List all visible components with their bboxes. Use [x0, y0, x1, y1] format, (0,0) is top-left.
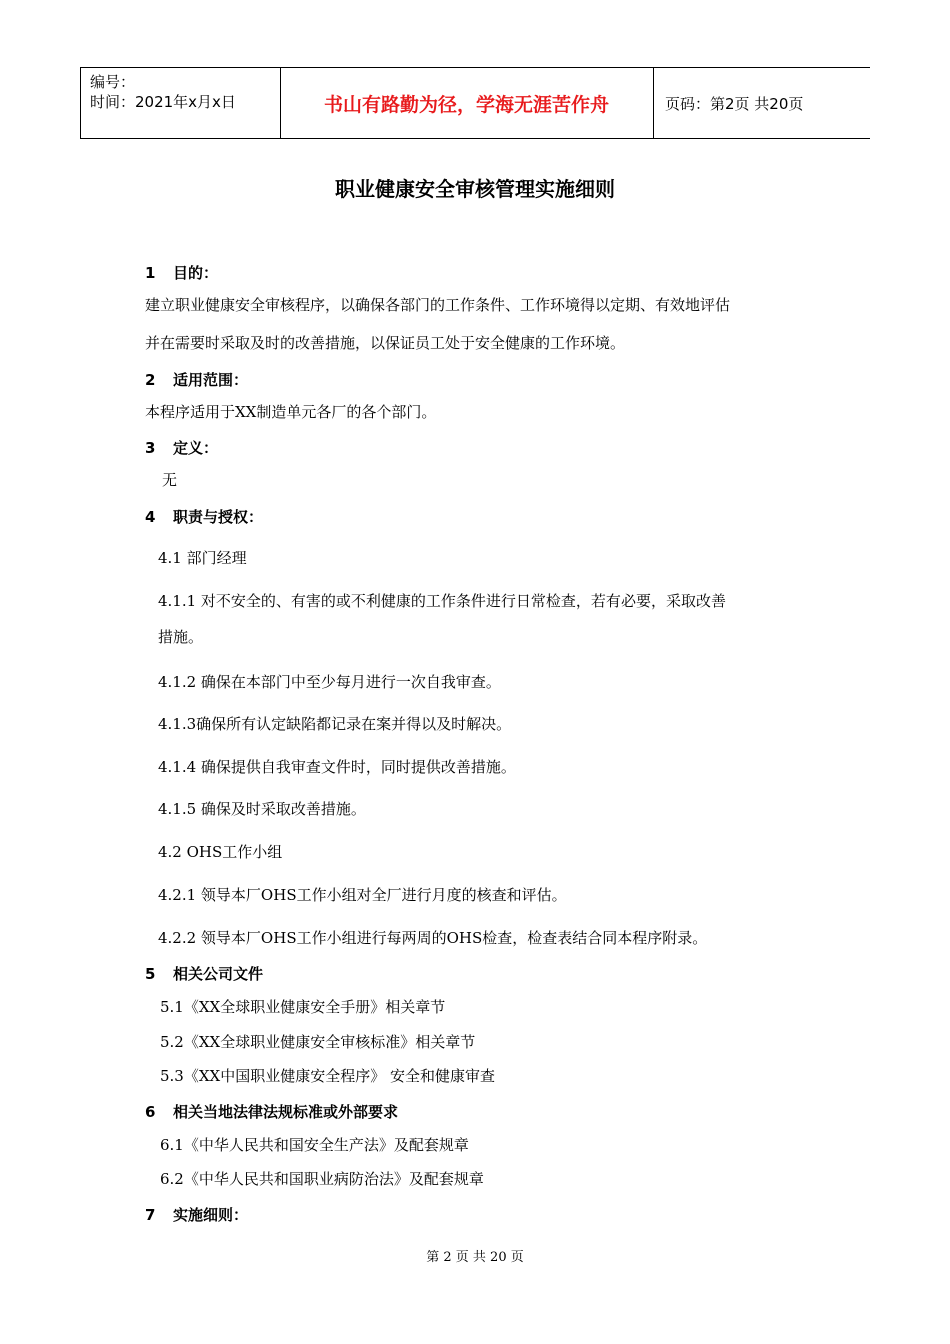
section-heading: [145, 262, 218, 283]
section-heading: [145, 369, 248, 390]
section-title: 相关公司文件: [173, 965, 264, 983]
section-title: 相关当地法律法规标准或外部要求: [173, 1103, 399, 1121]
section-heading: [145, 1101, 398, 1122]
paragraph-line: 4.1.3确保所有认定缺陷都记录在案并得以及时解决。: [158, 715, 512, 733]
header-divider: [80, 68, 81, 138]
paragraph-line: 4.1.2 确保在本部门中至少每月进行一次自我审查。: [158, 673, 501, 691]
paragraph-line: 4.1.4 确保提供自我审查文件时，同时提供改善措施。: [158, 758, 516, 776]
paragraph-line: 并在需要时采取及时的改善措施，以保证员工处于安全健康的工作环境。: [145, 334, 626, 352]
paragraph-line: 措施。: [158, 628, 204, 646]
section-number: 3: [145, 439, 156, 457]
paragraph-line: 4.1.5 确保及时采取改善措施。: [158, 800, 366, 818]
section-number: 2: [145, 371, 156, 389]
section-number: 5: [145, 965, 156, 983]
document-header: [80, 67, 870, 139]
section-number: 4: [145, 508, 156, 526]
section-title: 实施细则：: [173, 1206, 249, 1224]
list-item: 6.2《中华人民共和国职业病防治法》及配套规章: [160, 1170, 484, 1188]
paragraph-line: 无: [162, 471, 178, 489]
section-title: 职责与授权：: [173, 508, 264, 526]
paragraph-line: 4.2.1 领导本厂OHS工作小组对全厂进行月度的核查和评估。: [158, 886, 567, 904]
paragraph-line: 建立职业健康安全审核程序，以确保各部门的工作条件、工作环境得以定期、有效地评估: [145, 296, 731, 314]
time-label: 时间：2021年x月x日: [90, 93, 236, 111]
section-number: 1: [145, 264, 156, 282]
list-item: 6.1《中华人民共和国安全生产法》及配套规章: [160, 1136, 469, 1154]
subsection-line: 4.2 OHS工作小组: [158, 843, 283, 861]
document-title: 职业健康安全审核管理实施细则: [335, 177, 615, 201]
section-title: 定义：: [173, 439, 219, 457]
code-label: 编号：: [90, 73, 136, 91]
list-item: 5.2《XX全球职业健康安全审核标准》相关章节: [160, 1033, 476, 1051]
section-number: 7: [145, 1206, 156, 1224]
section-heading: [145, 506, 263, 527]
list-item: 5.1《XX全球职业健康安全手册》相关章节: [160, 998, 446, 1016]
list-item: 5.3《XX中国职业健康安全程序》 安全和健康审查: [160, 1067, 495, 1085]
section-title: 目的：: [173, 264, 219, 282]
paragraph-line: 4.2.2 领导本厂OHS工作小组进行每两周的OHS检查，检查表结合同本程序附录。: [158, 929, 708, 947]
subsection-line: 4.1 部门经理: [158, 549, 247, 567]
section-title: 适用范围：: [173, 371, 249, 389]
header-divider: [653, 68, 654, 138]
header-motto: 书山有路勤为径，学海无涯苦作舟: [323, 94, 609, 116]
section-number: 6: [145, 1103, 156, 1121]
page-footer: 第 2 页 共 20 页: [426, 1250, 524, 1265]
section-heading: [145, 963, 263, 984]
header-page-info: 页码：第2页 共20页: [665, 95, 804, 113]
section-heading: [145, 437, 218, 458]
section-heading: [145, 1204, 248, 1225]
header-left-cell: [90, 72, 236, 112]
paragraph-line: 本程序适用于XX制造单元各厂的各个部门。: [145, 403, 437, 421]
paragraph-line: 4.1.1 对不安全的、有害的或不利健康的工作条件进行日常检查，若有必要，采取改善: [158, 592, 726, 610]
